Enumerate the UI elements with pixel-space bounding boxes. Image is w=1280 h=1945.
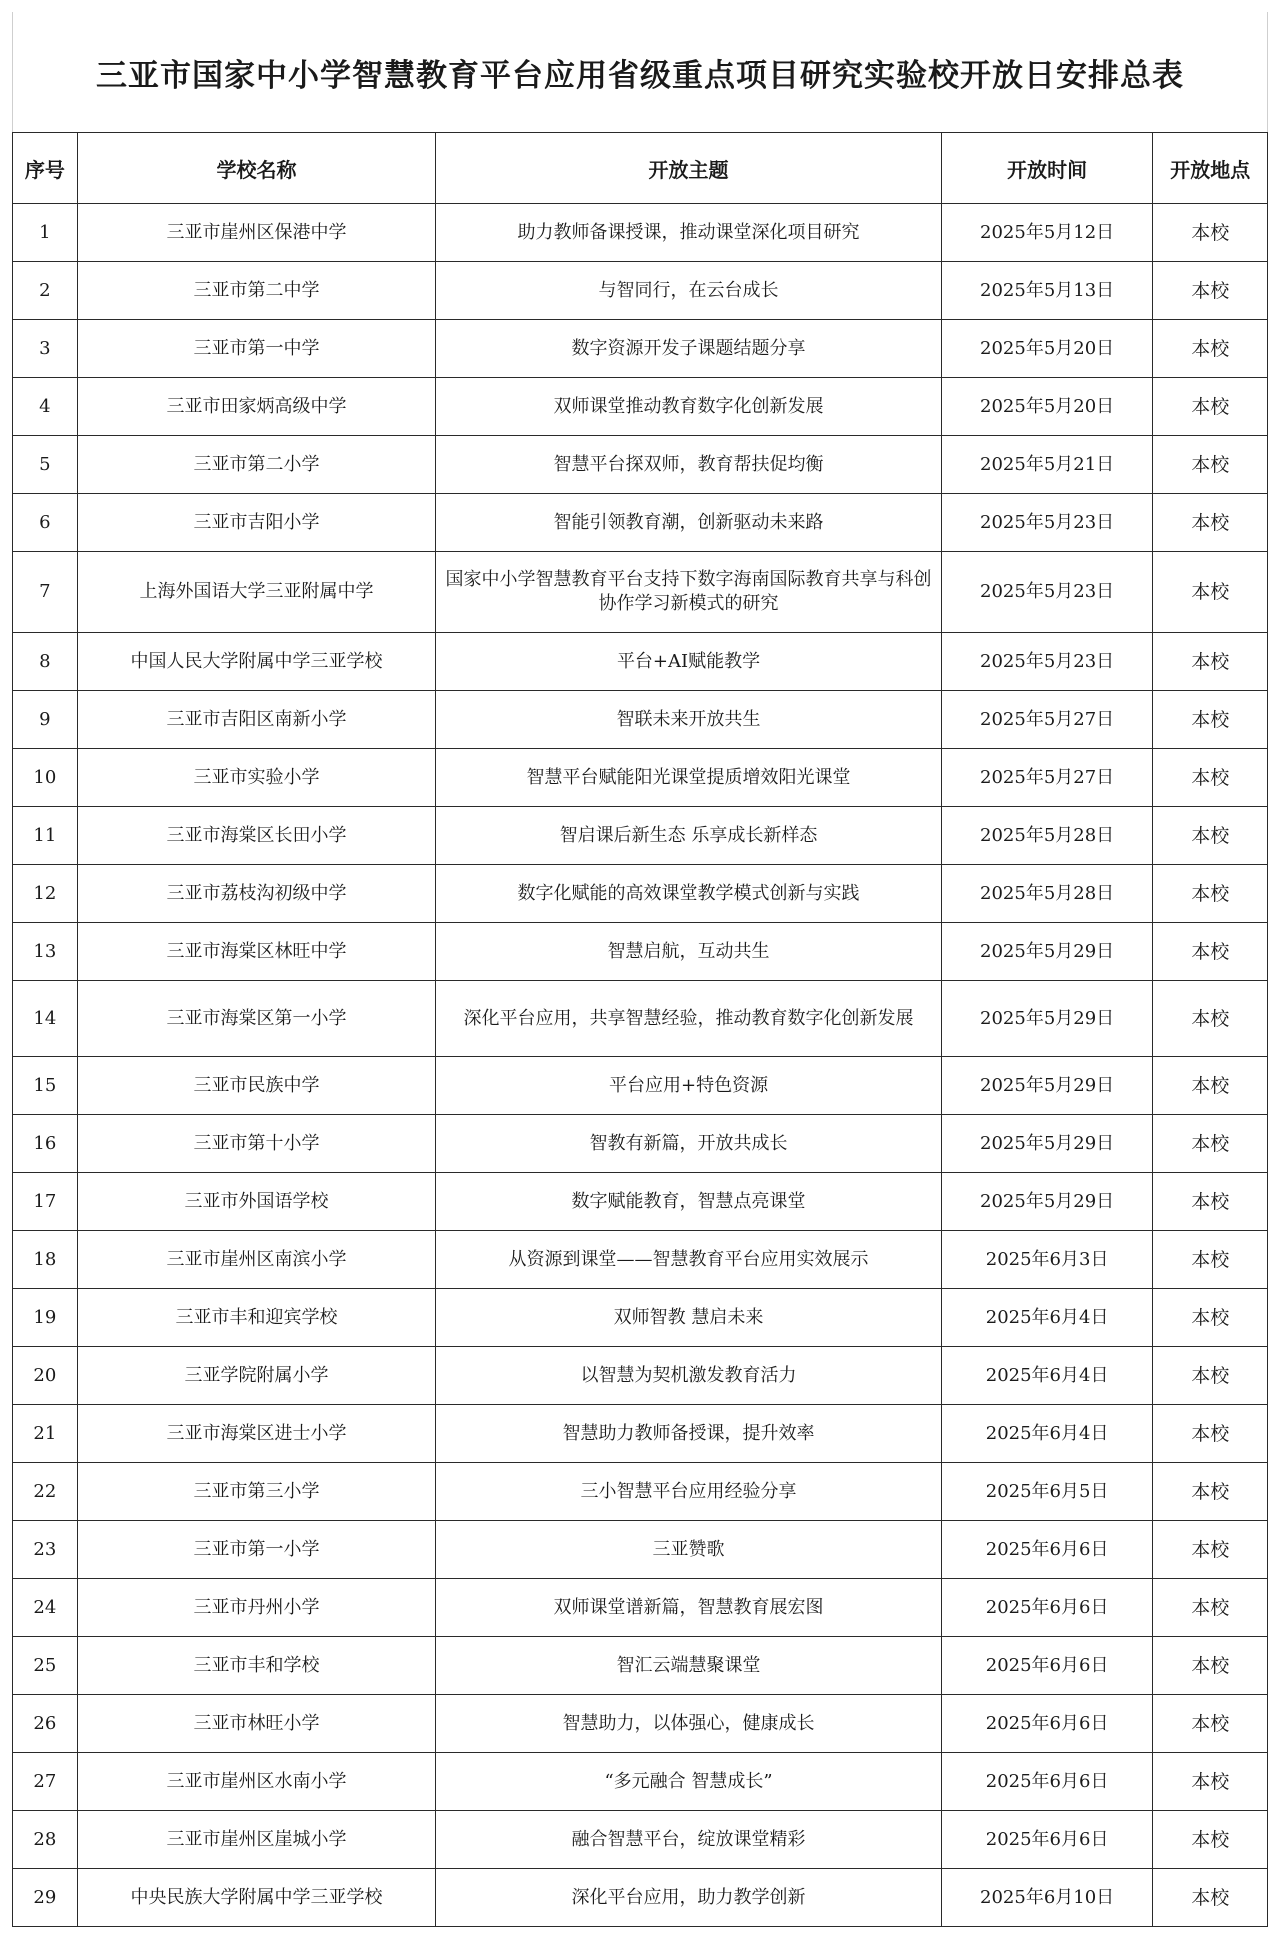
open-date: 2025年5月13日	[941, 262, 1153, 320]
table-row	[13, 1057, 1268, 1115]
table-row	[13, 494, 1268, 552]
row-number: 24	[13, 1579, 78, 1637]
open-place: 本校	[1153, 1811, 1268, 1869]
table-row	[13, 1811, 1268, 1869]
school-name: 三亚市吉阳区南新小学	[77, 691, 436, 749]
school-name: 三亚市荔枝沟初级中学	[77, 865, 436, 923]
row-number: 25	[13, 1637, 78, 1695]
school-name: 三亚市第一中学	[77, 320, 436, 378]
open-place: 本校	[1153, 262, 1268, 320]
open-date: 2025年5月12日	[941, 204, 1153, 262]
open-place: 本校	[1153, 923, 1268, 981]
open-date: 2025年5月20日	[941, 320, 1153, 378]
schedule-table	[12, 132, 1268, 1927]
open-place: 本校	[1153, 552, 1268, 633]
open-place: 本校	[1153, 320, 1268, 378]
school-name: 三亚市海棠区进士小学	[77, 1405, 436, 1463]
open-date: 2025年5月27日	[941, 691, 1153, 749]
table-row	[13, 1289, 1268, 1347]
open-date: 2025年6月6日	[941, 1753, 1153, 1811]
table-row	[13, 1463, 1268, 1521]
open-place: 本校	[1153, 981, 1268, 1057]
row-number: 12	[13, 865, 78, 923]
table-row	[13, 1347, 1268, 1405]
open-place: 本校	[1153, 1695, 1268, 1753]
table-row	[13, 552, 1268, 633]
school-name: 三亚市崖州区保港中学	[77, 204, 436, 262]
open-date: 2025年6月4日	[941, 1347, 1153, 1405]
document-sheet	[12, 12, 1268, 1927]
open-date: 2025年6月5日	[941, 1463, 1153, 1521]
open-theme: 与智同行，在云台成长	[436, 262, 941, 320]
school-name: 中央民族大学附属中学三亚学校	[77, 1869, 436, 1927]
open-theme: 以智慧为契机激发教育活力	[436, 1347, 941, 1405]
row-number: 28	[13, 1811, 78, 1869]
row-number: 29	[13, 1869, 78, 1927]
table-row	[13, 865, 1268, 923]
open-theme: 智慧助力教师备授课，提升效率	[436, 1405, 941, 1463]
header-theme: 开放主题	[436, 133, 941, 204]
open-date: 2025年6月3日	[941, 1231, 1153, 1289]
open-theme: 平台应用+特色资源	[436, 1057, 941, 1115]
table-row	[13, 262, 1268, 320]
open-theme: 智慧平台赋能阳光课堂提质增效阳光课堂	[436, 749, 941, 807]
open-place: 本校	[1153, 1463, 1268, 1521]
open-theme: 双师课堂谱新篇，智慧教育展宏图	[436, 1579, 941, 1637]
school-name: 三亚市崖州区水南小学	[77, 1753, 436, 1811]
school-name: 三亚市实验小学	[77, 749, 436, 807]
school-name: 三亚市海棠区第一小学	[77, 981, 436, 1057]
school-name: 三亚市海棠区长田小学	[77, 807, 436, 865]
school-name: 三亚市吉阳小学	[77, 494, 436, 552]
row-number: 18	[13, 1231, 78, 1289]
row-number: 17	[13, 1173, 78, 1231]
open-date: 2025年6月6日	[941, 1811, 1153, 1869]
open-date: 2025年5月21日	[941, 436, 1153, 494]
row-number: 11	[13, 807, 78, 865]
open-date: 2025年5月29日	[941, 1115, 1153, 1173]
header-place: 开放地点	[1153, 133, 1268, 204]
open-theme: 从资源到课堂——智慧教育平台应用实效展示	[436, 1231, 941, 1289]
open-theme: 三亚赞歌	[436, 1521, 941, 1579]
open-place: 本校	[1153, 1231, 1268, 1289]
open-place: 本校	[1153, 1521, 1268, 1579]
school-name: 三亚市林旺小学	[77, 1695, 436, 1753]
table-row	[13, 1579, 1268, 1637]
open-date: 2025年5月28日	[941, 865, 1153, 923]
table-row	[13, 1695, 1268, 1753]
school-name: 三亚市田家炳高级中学	[77, 378, 436, 436]
table-row	[13, 923, 1268, 981]
open-date: 2025年5月29日	[941, 1057, 1153, 1115]
open-place: 本校	[1153, 807, 1268, 865]
open-place: 本校	[1153, 1405, 1268, 1463]
table-row	[13, 1637, 1268, 1695]
open-theme: 智能引领教育潮，创新驱动未来路	[436, 494, 941, 552]
open-date: 2025年5月23日	[941, 552, 1153, 633]
open-theme: 智慧助力，以体强心，健康成长	[436, 1695, 941, 1753]
row-number: 6	[13, 494, 78, 552]
open-theme: 数字化赋能的高效课堂教学模式创新与实践	[436, 865, 941, 923]
open-date: 2025年6月10日	[941, 1869, 1153, 1927]
open-theme: 智教有新篇，开放共成长	[436, 1115, 941, 1173]
school-name: 三亚市海棠区林旺中学	[77, 923, 436, 981]
school-name: 三亚市第三小学	[77, 1463, 436, 1521]
open-theme: 智慧平台探双师，教育帮扶促均衡	[436, 436, 941, 494]
open-theme: “多元融合 智慧成长”	[436, 1753, 941, 1811]
open-date: 2025年5月23日	[941, 633, 1153, 691]
table-row	[13, 1869, 1268, 1927]
row-number: 23	[13, 1521, 78, 1579]
school-name: 三亚市第二中学	[77, 262, 436, 320]
row-number: 13	[13, 923, 78, 981]
open-place: 本校	[1153, 749, 1268, 807]
open-theme: 智启课后新生态 乐享成长新样态	[436, 807, 941, 865]
table-row	[13, 807, 1268, 865]
open-theme: 国家中小学智慧教育平台支持下数字海南国际教育共享与科创协作学习新模式的研究	[436, 552, 941, 633]
school-name: 上海外国语大学三亚附属中学	[77, 552, 436, 633]
row-number: 16	[13, 1115, 78, 1173]
open-theme: 智汇云端慧聚课堂	[436, 1637, 941, 1695]
table-row	[13, 1173, 1268, 1231]
row-number: 14	[13, 981, 78, 1057]
school-name: 三亚市第十小学	[77, 1115, 436, 1173]
open-theme: 双师智教 慧启未来	[436, 1289, 941, 1347]
open-place: 本校	[1153, 1637, 1268, 1695]
open-place: 本校	[1153, 691, 1268, 749]
row-number: 26	[13, 1695, 78, 1753]
open-place: 本校	[1153, 494, 1268, 552]
open-place: 本校	[1153, 1869, 1268, 1927]
open-date: 2025年6月4日	[941, 1289, 1153, 1347]
row-number: 5	[13, 436, 78, 494]
open-date: 2025年5月28日	[941, 807, 1153, 865]
school-name: 三亚市丰和迎宾学校	[77, 1289, 436, 1347]
open-date: 2025年5月27日	[941, 749, 1153, 807]
row-number: 8	[13, 633, 78, 691]
open-date: 2025年6月4日	[941, 1405, 1153, 1463]
school-name: 三亚市民族中学	[77, 1057, 436, 1115]
table-row	[13, 981, 1268, 1057]
open-theme: 深化平台应用，共享智慧经验，推动教育数字化创新发展	[436, 981, 941, 1057]
row-number: 1	[13, 204, 78, 262]
document-title: 三亚市国家中小学智慧教育平台应用省级重点项目研究实验校开放日安排总表	[96, 57, 1184, 94]
table-row	[13, 1115, 1268, 1173]
open-place: 本校	[1153, 1173, 1268, 1231]
open-place: 本校	[1153, 1057, 1268, 1115]
open-place: 本校	[1153, 1347, 1268, 1405]
open-place: 本校	[1153, 378, 1268, 436]
school-name: 三亚市丹州小学	[77, 1579, 436, 1637]
table-row	[13, 378, 1268, 436]
table-body	[13, 204, 1268, 1927]
open-place: 本校	[1153, 436, 1268, 494]
open-date: 2025年6月6日	[941, 1521, 1153, 1579]
table-row	[13, 1521, 1268, 1579]
school-name: 三亚市丰和学校	[77, 1637, 436, 1695]
table-row	[13, 749, 1268, 807]
header-no: 序号	[13, 133, 78, 204]
table-header-row	[13, 133, 1268, 204]
table-row	[13, 633, 1268, 691]
row-number: 4	[13, 378, 78, 436]
school-name: 三亚市崖州区崖城小学	[77, 1811, 436, 1869]
open-place: 本校	[1153, 1753, 1268, 1811]
table-row	[13, 1405, 1268, 1463]
open-theme: 双师课堂推动教育数字化创新发展	[436, 378, 941, 436]
row-number: 20	[13, 1347, 78, 1405]
row-number: 21	[13, 1405, 78, 1463]
open-theme: 数字资源开发子课题结题分享	[436, 320, 941, 378]
open-place: 本校	[1153, 633, 1268, 691]
table-row	[13, 436, 1268, 494]
table-row	[13, 320, 1268, 378]
row-number: 9	[13, 691, 78, 749]
open-place: 本校	[1153, 204, 1268, 262]
school-name: 中国人民大学附属中学三亚学校	[77, 633, 436, 691]
open-date: 2025年5月29日	[941, 1173, 1153, 1231]
open-date: 2025年6月6日	[941, 1637, 1153, 1695]
row-number: 22	[13, 1463, 78, 1521]
row-number: 19	[13, 1289, 78, 1347]
open-date: 2025年6月6日	[941, 1579, 1153, 1637]
row-number: 10	[13, 749, 78, 807]
open-date: 2025年5月23日	[941, 494, 1153, 552]
table-row	[13, 1231, 1268, 1289]
table-row	[13, 691, 1268, 749]
open-place: 本校	[1153, 865, 1268, 923]
open-place: 本校	[1153, 1289, 1268, 1347]
open-theme: 深化平台应用，助力教学创新	[436, 1869, 941, 1927]
open-date: 2025年5月29日	[941, 923, 1153, 981]
open-date: 2025年5月20日	[941, 378, 1153, 436]
table-row	[13, 204, 1268, 262]
school-name: 三亚市崖州区南滨小学	[77, 1231, 436, 1289]
table-row	[13, 1753, 1268, 1811]
open-theme: 融合智慧平台，绽放课堂精彩	[436, 1811, 941, 1869]
school-name: 三亚市第二小学	[77, 436, 436, 494]
open-place: 本校	[1153, 1579, 1268, 1637]
open-theme: 平台+AI赋能教学	[436, 633, 941, 691]
row-number: 15	[13, 1057, 78, 1115]
header-date: 开放时间	[941, 133, 1153, 204]
open-place: 本校	[1153, 1115, 1268, 1173]
row-number: 27	[13, 1753, 78, 1811]
school-name: 三亚学院附属小学	[77, 1347, 436, 1405]
row-number: 7	[13, 552, 78, 633]
title-box	[12, 12, 1268, 132]
open-theme: 数字赋能教育，智慧点亮课堂	[436, 1173, 941, 1231]
open-theme: 三小智慧平台应用经验分享	[436, 1463, 941, 1521]
open-theme: 智慧启航，互动共生	[436, 923, 941, 981]
header-school: 学校名称	[77, 133, 436, 204]
open-theme: 助力教师备课授课，推动课堂深化项目研究	[436, 204, 941, 262]
school-name: 三亚市外国语学校	[77, 1173, 436, 1231]
open-date: 2025年5月29日	[941, 981, 1153, 1057]
row-number: 3	[13, 320, 78, 378]
school-name: 三亚市第一小学	[77, 1521, 436, 1579]
open-theme: 智联未来开放共生	[436, 691, 941, 749]
open-date: 2025年6月6日	[941, 1695, 1153, 1753]
row-number: 2	[13, 262, 78, 320]
